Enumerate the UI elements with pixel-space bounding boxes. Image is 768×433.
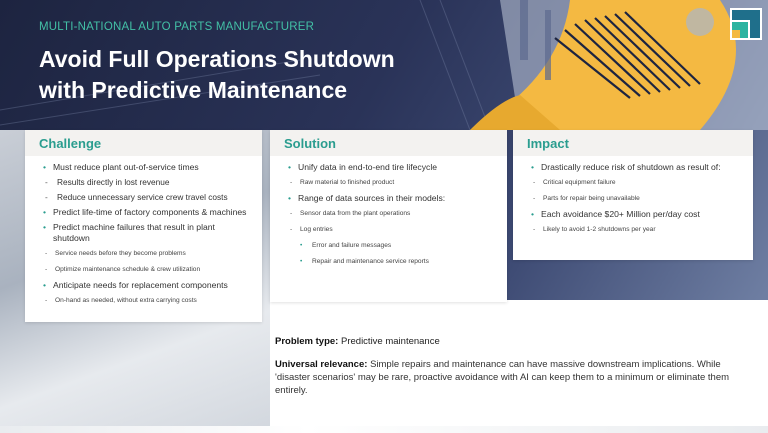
impact-list [513, 156, 753, 235]
list-item: • Unify data in end-to-end tire lifecycle [288, 162, 438, 172]
problem-type-label: Problem type: [275, 336, 339, 347]
footer-strip [0, 426, 768, 433]
list-item: • Drastically reduce risk of shutdown as result of: [531, 162, 721, 172]
relevance-text: Simple repairs and maintenance can have massive downstream implications. While 'disaster scenarios' may be rare, proactive avoidance with AI can keep them to a minimum or eliminate them entirely. [275, 359, 730, 396]
list-item: - Sensor data from the plant operations [290, 210, 411, 217]
list-item: • Must reduce plant out-of-service times [43, 162, 199, 172]
solution-list [270, 156, 507, 267]
impact-title: Impact [527, 135, 569, 151]
title-line-1: Avoid Full Operations Shutdown [39, 46, 395, 72]
list-item: - Reduce unnecessary service crew travel costs [45, 192, 228, 202]
list-item: • Repair and maintenance service reports [300, 258, 429, 265]
universal-relevance [275, 358, 745, 397]
impact-card [513, 130, 753, 260]
title-line-2: with Predictive Maintenance [39, 77, 348, 103]
list-item: • Each avoidance $20+ Million per/day cost [531, 209, 700, 219]
solution-header [270, 130, 507, 156]
list-item: - Service needs before they become problems [45, 250, 186, 257]
solution-card [270, 130, 507, 302]
company-logo-icon [730, 8, 762, 40]
problem-type-value: Predictive maintenance [341, 336, 440, 347]
list-item: - Likely to avoid 1-2 shutdowns per year [533, 226, 656, 233]
relevance-label: Universal relevance: [275, 359, 368, 370]
challenge-header [25, 130, 262, 156]
list-item: • Predict machine failures that result in plant shutdown [43, 222, 215, 243]
list-item: - Parts for repair being unavailable [533, 195, 640, 202]
list-item: - On-hand as needed, without extra carrying costs [45, 297, 197, 304]
impact-header [513, 130, 753, 156]
hero-kicker: MULTI-NATIONAL AUTO PARTS MANUFACTURER [39, 21, 315, 33]
list-item: - Raw material to finished product [290, 179, 395, 186]
problem-type [275, 336, 440, 347]
list-item: - Log entries [290, 226, 333, 233]
list-item: • Range of data sources in their models: [288, 193, 446, 203]
solution-title: Solution [284, 135, 336, 151]
page-title [39, 44, 459, 106]
list-item: - Optimize maintenance schedule & crew utilization [45, 266, 201, 273]
challenge-card [25, 130, 262, 322]
list-item: • Anticipate needs for replacement components [43, 280, 228, 290]
challenge-list [25, 156, 262, 306]
list-item: • Error and failure messages [300, 242, 392, 249]
list-item: - Results directly in lost revenue [45, 177, 170, 187]
list-item: • Predict life-time of factory components & machines [43, 207, 247, 217]
list-item: - Critical equipment failure [533, 179, 616, 186]
challenge-title: Challenge [39, 135, 102, 151]
